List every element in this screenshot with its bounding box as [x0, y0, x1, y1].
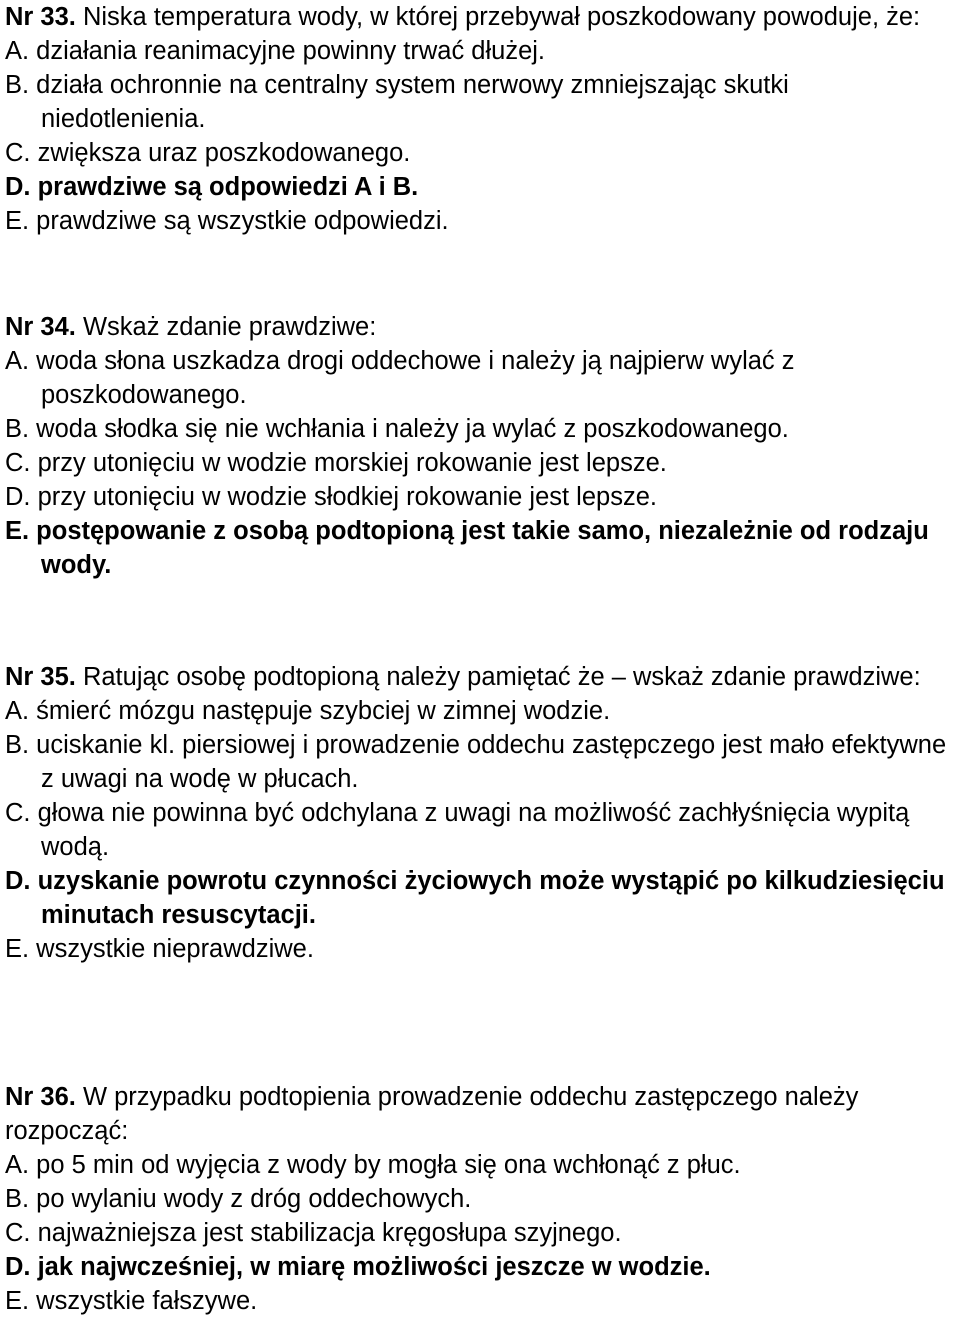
question-text	[5, 1080, 957, 1148]
answer-option-a: A. po 5 min od wyjęcia z wody by mogła się ona wchłonąć z płuc.	[5, 1151, 741, 1179]
answer-option-a: A. śmierć mózgu następuje szybciej w zimnej wodzie.	[5, 697, 611, 725]
question-number: Nr 35.	[5, 663, 76, 691]
answer-option-e: E. wszystkie nieprawdziwe.	[5, 935, 314, 963]
question-35	[5, 660, 957, 966]
answer-option-c: C. głowa nie powinna być odchylana z uwagi na możliwość zachłyśnięcia wypitą wodą.	[5, 799, 910, 861]
answer-option-b: B. działa ochronnie na centralny system nerwowy zmniejszając skutki niedotlenienia.	[5, 71, 789, 133]
answer-option-a: A. woda słona uszkadza drogi oddechowe i należy ją najpierw wylać z poszkodowanego.	[5, 347, 795, 409]
answer-option-d: D. przy utonięciu w wodzie słodkiej rokowanie jest lepsze.	[5, 483, 657, 511]
answer-option-d: D. prawdziwe są odpowiedzi A i B.	[5, 173, 419, 201]
question-prompt: W przypadku podtopienia prowadzenie oddechu zastępczego należy rozpocząć:	[5, 1083, 859, 1145]
question-number: Nr 34.	[5, 313, 76, 341]
answer-option-b: B. uciskanie kl. piersiowej i prowadzenie oddechu zastępczego jest mało efektywne z uwagi na wodę w płucach.	[5, 731, 947, 793]
answer-option-d: D. jak najwcześniej, w miarę możliwości jeszcze w wodzie.	[5, 1253, 711, 1281]
question-36	[5, 1080, 957, 1318]
answer-option-e: E. prawdziwe są wszystkie odpowiedzi.	[5, 207, 449, 235]
question-text	[5, 660, 957, 694]
answer-option-e: E. wszystkie fałszywe.	[5, 1287, 258, 1315]
answer-option-e: E. postępowanie z osobą podtopioną jest takie samo, niezależnie od rodzaju wody.	[5, 517, 929, 579]
question-prompt: Ratując osobę podtopioną należy pamiętać że – wskaż zdanie prawdziwe:	[75, 663, 921, 691]
question-33	[5, 0, 957, 238]
question-prompt: Niska temperatura wody, w której przebywał poszkodowany powoduje, że:	[75, 3, 921, 31]
answer-option-c: C. przy utonięciu w wodzie morskiej rokowanie jest lepsze.	[5, 449, 667, 477]
question-text	[5, 310, 957, 344]
answer-option-b: B. woda słodka się nie wchłania i należy ja wylać z poszkodowanego.	[5, 415, 789, 443]
answer-option-c: C. zwiększa uraz poszkodowanego.	[5, 139, 411, 167]
answer-option-b: B. po wylaniu wody z dróg oddechowych.	[5, 1185, 472, 1213]
question-prompt: Wskaż zdanie prawdziwe:	[75, 313, 377, 341]
question-number: Nr 33.	[5, 3, 76, 31]
question-text	[5, 0, 957, 34]
answer-option-a: A. działania reanimacyjne powinny trwać dłużej.	[5, 37, 546, 65]
question-number: Nr 36.	[5, 1083, 76, 1111]
answer-option-c: C. najważniejsza jest stabilizacja kręgosłupa szyjnego.	[5, 1219, 622, 1247]
question-34	[5, 310, 957, 582]
answer-option-d: D. uzyskanie powrotu czynności życiowych może wystąpić po kilkudziesięciu minutach resuscytacji.	[5, 867, 945, 929]
